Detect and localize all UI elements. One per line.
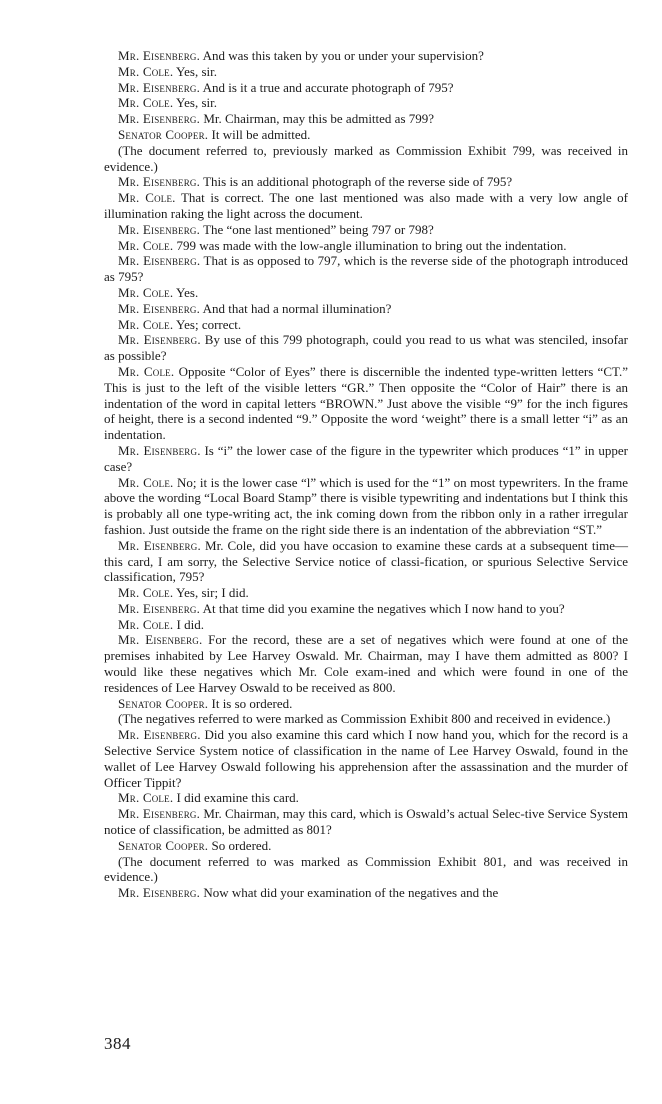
transcript-paragraph (104, 111, 628, 127)
paragraph-text: This is an additional photograph of the reverse side of 795? (200, 174, 513, 190)
paragraph-text: The “one last mentioned” being 797 or 798? (200, 221, 434, 237)
paragraph-text: At that time did you examine the negatives which I now hand to you? (200, 600, 565, 616)
transcript-paragraph (104, 64, 628, 80)
paragraph-text: Yes, sir. (173, 95, 217, 111)
transcript-paragraph (104, 790, 628, 806)
transcript-body (104, 48, 628, 901)
speaker-name: Mr. Cole. (118, 616, 174, 632)
paragraph-text: Now what did your examination of the negatives and the (200, 885, 499, 901)
transcript-paragraph (104, 711, 628, 727)
transcript-paragraph (104, 222, 628, 238)
paragraph-text: Mr. Cole, did you have occasion to examine these cards at a subsequent time—this card, I am sorry, the Selective Service notice of classi-fication, or spurious Selective Service classification, 795? (104, 537, 629, 585)
paragraph-text: By use of this 799 photograph, could you read to us what was stenciled, insofar as possible? (104, 332, 628, 364)
paragraph-text: I did examine this card. (173, 790, 299, 806)
paragraph-text: Did you also examine this card which I now hand you, which for the record is a Selective Service System notice of classification in the name of Lee Harvey Oswald, found in the wallet of Lee Harvey Oswald following his apprehension after the assassination and the murder of Officer Tippit? (104, 727, 628, 790)
speaker-name: Mr. Eisenberg. (118, 600, 201, 616)
speaker-name: Mr. Eisenberg. (118, 221, 201, 237)
transcript-paragraph (104, 838, 628, 854)
speaker-name: Mr. Cole. (118, 63, 174, 79)
transcript-paragraph (104, 475, 628, 538)
transcript-paragraph (104, 443, 628, 475)
speaker-name: Mr. Eisenberg. (118, 885, 201, 901)
transcript-paragraph (104, 727, 628, 790)
paragraph-text: Opposite “Color of Eyes” there is discernible the indented type-written letters “CT.” This is just to the left of the visible letters “GR.” Then opposite the “Color of Hair” there is an indentation of the word in capital letters “BROWN.” Just above the visible “9” for the inch figures of height, there is a second indented “9.” Opposite the word ‘weight” there is a small letter “i” as an indentation. (104, 363, 628, 443)
paragraph-text: (The document referred to, previously marked as Commission Exhibit 799, was received in evidence.) (104, 142, 628, 174)
paragraph-text: So ordered. (208, 837, 272, 853)
paragraph-text: And was this taken by you or under your supervision? (200, 48, 484, 63)
speaker-name: Mr. Cole. (118, 316, 174, 332)
speaker-name: Mr. Cole. (118, 363, 175, 379)
speaker-name: Mr. Eisenberg. (118, 300, 201, 316)
transcript-paragraph (104, 190, 628, 222)
transcript-paragraph (104, 617, 628, 633)
speaker-name: Mr. Eisenberg. (118, 632, 203, 648)
paragraph-text: I did. (173, 616, 204, 632)
speaker-name: Mr. Eisenberg. (118, 442, 201, 458)
transcript-paragraph (104, 885, 628, 901)
transcript-paragraph (104, 174, 628, 190)
paragraph-text: For the record, these are a set of negatives which were found at one of the premises inhabited by Lee Harvey Oswald. Mr. Chairman, may I have them admitted as 800? I would like these negatives which Mr. Cole exam-ined and which were found in one of the residences of Lee Harvey Oswald to be received as 800. (104, 632, 628, 695)
speaker-name: Mr. Eisenberg. (118, 332, 201, 348)
transcript-paragraph (104, 585, 628, 601)
paragraph-text: And is it a true and accurate photograph of 795? (200, 79, 454, 95)
speaker-name: Senator Cooper. (118, 126, 209, 142)
page-number: 384 (104, 1034, 131, 1053)
transcript-paragraph (104, 332, 628, 364)
paragraph-text: (The document referred to was marked as Commission Exhibit 801, and was received in evidence.) (104, 853, 628, 885)
paragraph-text: It is so ordered. (208, 695, 293, 711)
speaker-name: Mr. Cole. (118, 190, 176, 206)
transcript-paragraph (104, 632, 628, 695)
transcript-paragraph (104, 253, 628, 285)
transcript-paragraph (104, 538, 628, 585)
transcript-paragraph (104, 696, 628, 712)
transcript-paragraph (104, 238, 628, 254)
transcript-paragraph (104, 806, 628, 838)
paragraph-text: Mr. Chairman, may this be admitted as 799? (200, 111, 435, 127)
transcript-paragraph (104, 48, 628, 64)
transcript-paragraph (104, 301, 628, 317)
transcript-paragraph (104, 285, 628, 301)
speaker-name: Mr. Eisenberg. (118, 727, 201, 743)
speaker-name: Senator Cooper. (118, 695, 209, 711)
speaker-name: Mr. Cole. (118, 95, 174, 111)
speaker-name: Mr. Eisenberg. (118, 806, 201, 822)
paragraph-text: Is “i” the lower case of the figure in the typewriter which produces “1” in upper case? (104, 442, 628, 474)
speaker-name: Mr. Eisenberg. (118, 79, 201, 95)
paragraph-text: That is as opposed to 797, which is the reverse side of the photograph introduced as 795? (104, 253, 628, 285)
speaker-name: Mr. Cole. (118, 284, 174, 300)
paragraph-text: Yes. (173, 284, 199, 300)
speaker-name: Mr. Eisenberg. (118, 537, 201, 553)
paragraph-text: Yes, sir; I did. (173, 585, 249, 601)
transcript-paragraph (104, 80, 628, 96)
paragraph-text: And that had a normal illumination? (200, 300, 392, 316)
transcript-paragraph (104, 127, 628, 143)
paragraph-text: Yes, sir. (173, 63, 217, 79)
paragraph-text: Mr. Chairman, may this card, which is Oswald’s actual Selec-tive Service System notice of classification, be admitted as 801? (104, 806, 628, 838)
speaker-name: Mr. Cole. (118, 237, 174, 253)
speaker-name: Mr. Eisenberg. (118, 253, 201, 269)
paragraph-text: 799 was made with the low-angle illumination to bring out the indentation. (173, 237, 567, 253)
speaker-name: Mr. Eisenberg. (118, 48, 201, 63)
speaker-name: Mr. Cole. (118, 474, 174, 490)
speaker-name: Mr. Cole. (118, 790, 174, 806)
transcript-paragraph (104, 854, 628, 886)
transcript-paragraph (104, 95, 628, 111)
paragraph-text: (The negatives referred to were marked as Commission Exhibit 800 and received in evidence.) (118, 711, 611, 727)
speaker-name: Mr. Eisenberg. (118, 174, 201, 190)
transcript-paragraph (104, 364, 628, 443)
transcript-paragraph (104, 143, 628, 175)
speaker-name: Mr. Eisenberg. (118, 111, 201, 127)
paragraph-text: No; it is the lower case “l” which is used for the “1” on most typewriters. In the frame above the wording “Local Board Stamp” there is visible typewriting and indentations but I think this is probably all one type-writing act, the ink coming down from the ribbon only in a rather irregular fashion. Just outside the frame on the right side there is an indentation of the abbreviation “ST.” (104, 474, 629, 537)
paragraph-text: That is correct. The one last mentioned was also made with a very low angle of illumination raking the light across the document. (104, 190, 628, 221)
speaker-name: Senator Cooper. (118, 837, 209, 853)
speaker-name: Mr. Cole. (118, 585, 174, 601)
paragraph-text: It will be admitted. (208, 126, 311, 142)
transcript-paragraph (104, 601, 628, 617)
paragraph-text: Yes; correct. (173, 316, 242, 332)
transcript-paragraph (104, 317, 628, 333)
